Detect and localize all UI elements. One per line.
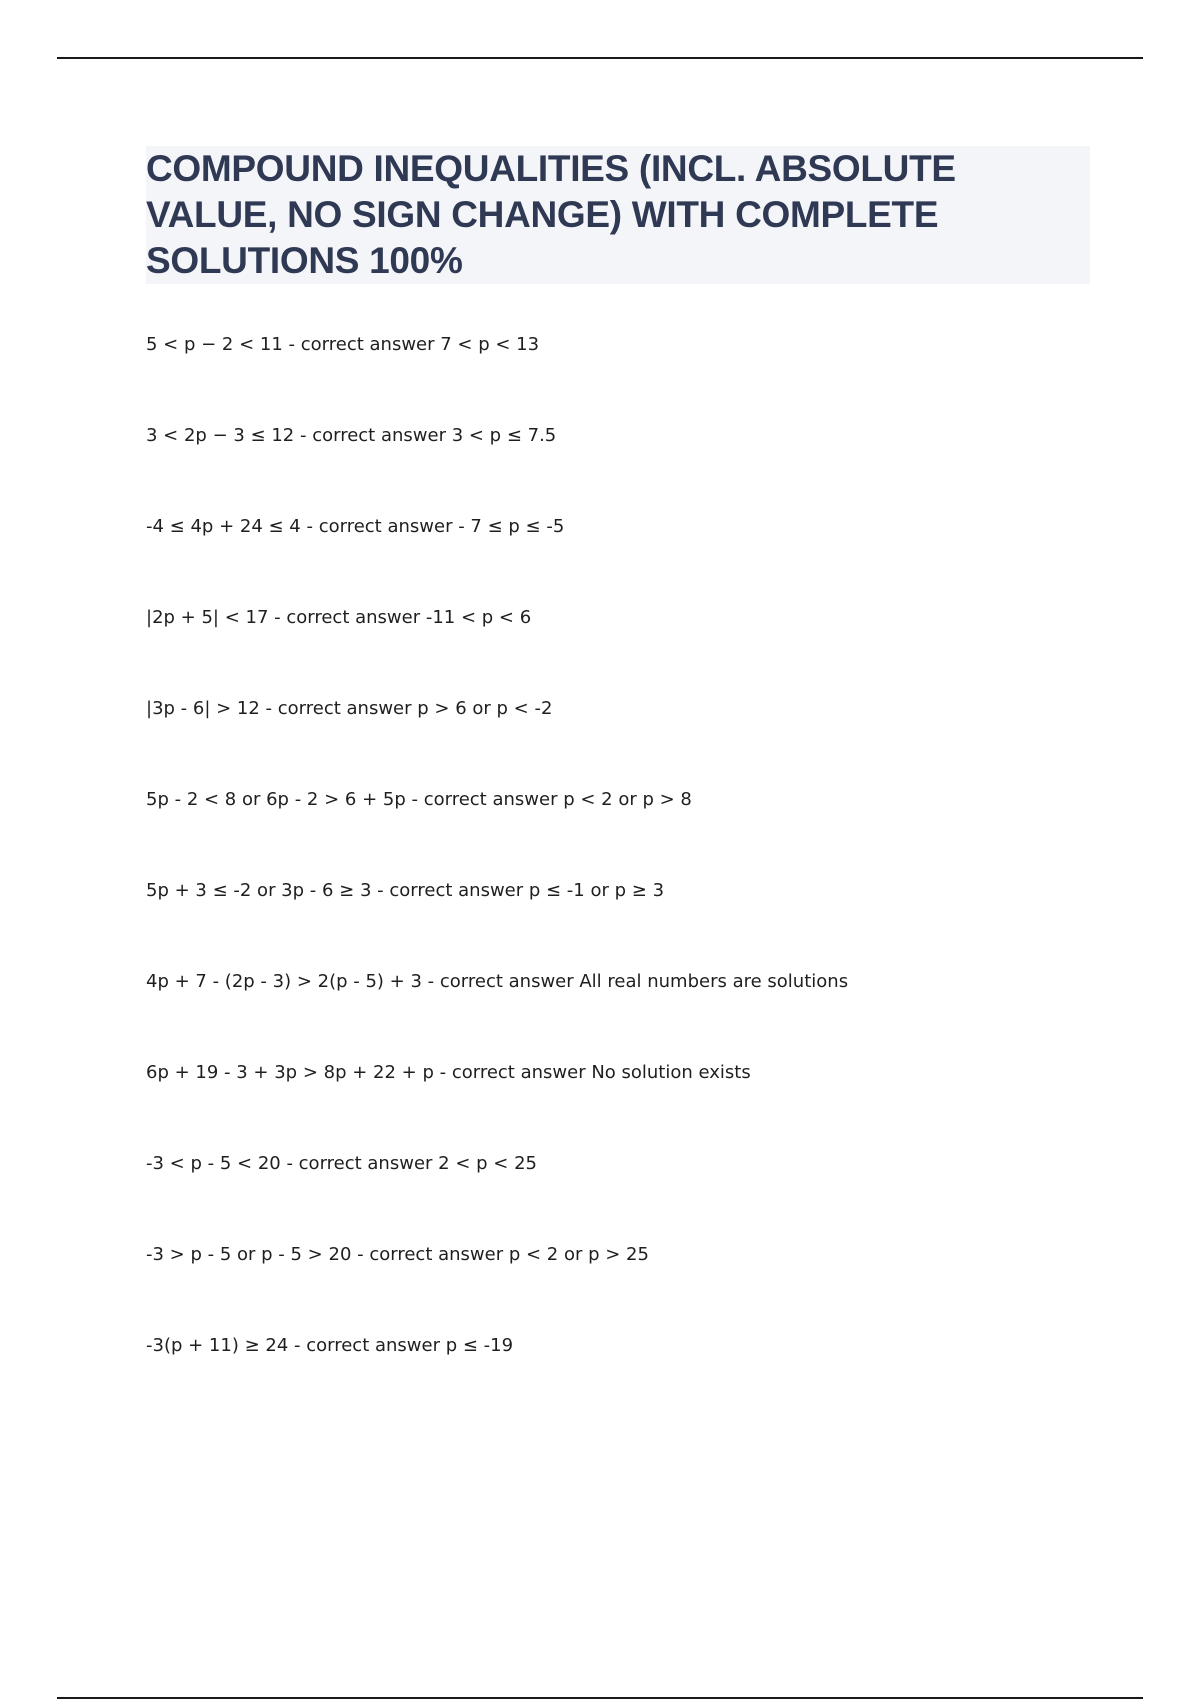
qa-item (146, 970, 1106, 1061)
answer-separator: - correct answer (405, 789, 564, 810)
qa-item (146, 515, 1106, 606)
question-text: 5 < p − 2 < 11 (146, 334, 283, 355)
answer-text: p ≤ -1 or p ≥ 3 (528, 880, 665, 901)
answer-separator: - correct answer (421, 971, 580, 992)
answer-text: p < 2 or p > 25 (508, 1244, 649, 1265)
answer-separator: - correct answer (259, 698, 418, 719)
answer-text: - 7 ≤ p ≤ -5 (458, 516, 565, 537)
answer-separator: - correct answer (371, 880, 529, 901)
question-text: -3(p + 11) ≥ 24 (146, 1335, 289, 1356)
answer-text: 7 < p < 13 (440, 334, 540, 355)
answer-text: -11 < p < 6 (425, 607, 532, 628)
answer-separator: - correct answer (280, 1153, 439, 1174)
qa-list (146, 333, 1106, 1425)
answer-separator: - correct answer (433, 1062, 592, 1083)
question-text: -3 > p - 5 or p - 5 > 20 (146, 1244, 352, 1265)
answer-separator: - correct answer (268, 607, 426, 628)
question-text: 4p + 7 - (2p - 3) > 2(p - 5) + 3 (146, 971, 422, 992)
qa-item (146, 333, 1106, 424)
question-text: 6p + 19 - 3 + 3p > 8p + 22 + p (146, 1062, 434, 1083)
answer-text: 3 < p ≤ 7.5 (451, 425, 557, 446)
answer-separator: - correct answer (300, 516, 459, 537)
answer-separator: - correct answer (288, 1335, 446, 1356)
qa-item (146, 1334, 1106, 1425)
qa-item (146, 606, 1106, 697)
qa-item (146, 424, 1106, 515)
question-text: 5p + 3 ≤ -2 or 3p - 6 ≥ 3 (146, 880, 372, 901)
question-text: |2p + 5| < 17 (146, 607, 269, 628)
qa-item (146, 1243, 1106, 1334)
page-title: COMPOUND INEQUALITIES (INCL. ABSOLUTE VALUE, NO SIGN CHANGE) WITH COMPLETE SOLUTIONS 100% (146, 148, 956, 281)
answer-separator: - correct answer (294, 425, 452, 446)
qa-item (146, 1061, 1106, 1152)
answer-text: 2 < p < 25 (438, 1153, 537, 1174)
question-text: 5p - 2 < 8 or 6p - 2 > 6 + 5p (146, 789, 406, 810)
qa-item (146, 879, 1106, 970)
answer-separator: - correct answer (351, 1244, 509, 1265)
question-text: -4 ≤ 4p + 24 ≤ 4 (146, 516, 301, 537)
question-text: |3p - 6| > 12 (146, 698, 260, 719)
answer-text: p ≤ -19 (445, 1335, 514, 1356)
qa-item (146, 697, 1106, 788)
top-rule (57, 57, 1143, 59)
question-text: 3 < 2p − 3 ≤ 12 (146, 425, 295, 446)
question-text: -3 < p - 5 < 20 (146, 1153, 281, 1174)
qa-item (146, 788, 1106, 879)
answer-separator: - correct answer (282, 334, 441, 355)
answer-text: All real numbers are solutions (579, 971, 849, 992)
answer-text: p < 2 or p > 8 (563, 789, 692, 810)
qa-item (146, 1152, 1106, 1243)
answer-text: p > 6 or p < -2 (417, 698, 553, 719)
answer-text: No solution exists (591, 1062, 751, 1083)
bottom-rule (57, 1697, 1143, 1699)
title-banner (146, 146, 1090, 284)
